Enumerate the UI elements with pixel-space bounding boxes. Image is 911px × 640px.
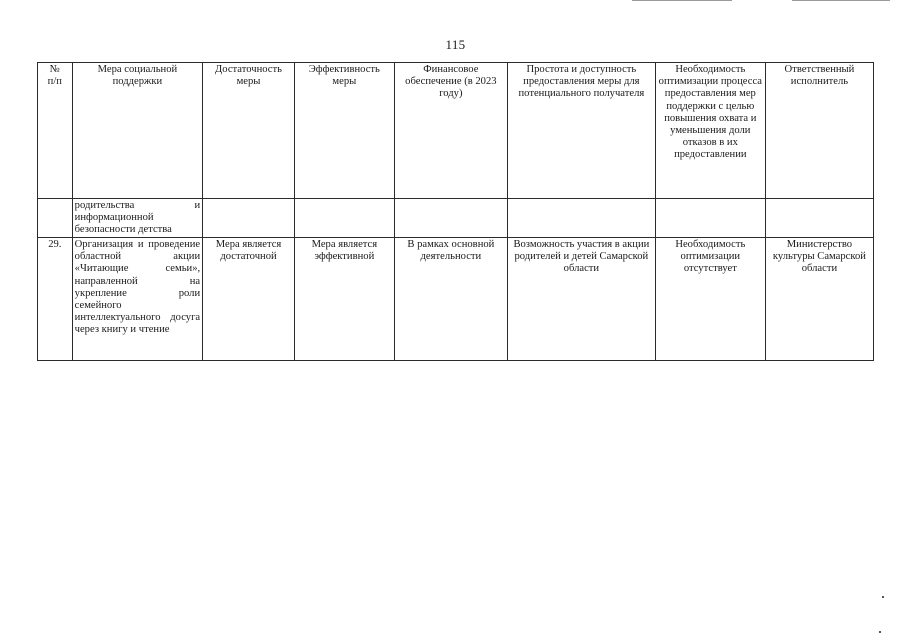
cell-financing: В рамках основной деятельности bbox=[394, 238, 507, 361]
scan-speck bbox=[879, 631, 881, 633]
cell-effectiveness: Мера является эффективной bbox=[294, 238, 394, 361]
header-number: № п/п bbox=[38, 63, 73, 199]
table-row-continuation bbox=[38, 199, 874, 238]
table-header-row bbox=[38, 63, 874, 199]
cell-simplicity bbox=[507, 199, 655, 238]
table-row bbox=[38, 238, 874, 361]
cell-measure: родительства и информационной безопасности детства bbox=[72, 199, 202, 238]
cell-measure: Организация и проведение областной акции «Читающие семьи», направленной на укрепление роли семейного интеллектуального досуга через книгу и чтение bbox=[72, 238, 202, 361]
cell-optimization: Необходимость оптимизации отсутствует bbox=[655, 238, 765, 361]
cell-responsible bbox=[765, 199, 873, 238]
cell-simplicity: Возможность участия в акции родителей и детей Самарской области bbox=[507, 238, 655, 361]
cell-effectiveness bbox=[294, 199, 394, 238]
scan-speck bbox=[882, 596, 884, 598]
header-measure: Мера социальной поддержки bbox=[72, 63, 202, 199]
header-rule-left bbox=[632, 0, 732, 1]
header-responsible: Ответственный исполнитель bbox=[765, 63, 873, 199]
header-effectiveness: Эффективность меры bbox=[294, 63, 394, 199]
page-number: 115 bbox=[445, 37, 466, 52]
cell-sufficiency: Мера является достаточной bbox=[203, 238, 295, 361]
cell-number: 29. bbox=[38, 238, 73, 361]
header-simplicity: Простота и доступность предоставления меры для потенциального получателя bbox=[507, 63, 655, 199]
support-measures-table bbox=[37, 62, 874, 361]
header-sufficiency: Достаточность меры bbox=[203, 63, 295, 199]
cell-optimization bbox=[655, 199, 765, 238]
cell-number bbox=[38, 199, 73, 238]
header-optimization: Необходимость оптимизации процесса предоставления мер поддержки с целью повышения охвата и уменьшения доли отказов в их предоставлении bbox=[655, 63, 765, 199]
cell-sufficiency bbox=[203, 199, 295, 238]
header-financing: Финансовое обеспечение (в 2023 году) bbox=[394, 63, 507, 199]
cell-financing bbox=[394, 199, 507, 238]
header-rule-right bbox=[792, 0, 890, 1]
cell-responsible: Министерство культуры Самарской области bbox=[765, 238, 873, 361]
